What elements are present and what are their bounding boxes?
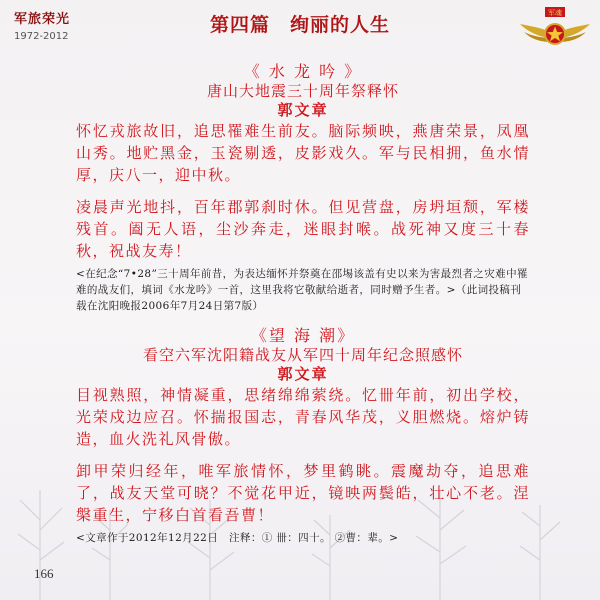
brand-title: 军旅荣光	[14, 12, 71, 27]
poem1-author: 郭文章	[277, 101, 329, 119]
poem1-paragraph-1: 怀忆戎旅故旧，追思罹难生前友。脑际频映，燕唐荣景，凤凰山秀。地贮黑金，玉瓷剔透，皮影戏久。军与民相拥，鱼水情厚，庆八一，迎中秋。	[76, 122, 530, 184]
army-emblem-icon	[518, 4, 592, 58]
poem2-note: <文章作于2012年12月22日 注释：① 卌：四十。 ②曹：辈。>	[76, 532, 399, 544]
emblem-banner-text: 军魂	[548, 9, 562, 17]
poem1-title: 《 水 龙 吟 》	[243, 62, 363, 81]
poem2-subtitle: 看空六军沈阳籍战友从军四十周年纪念照感怀	[142, 346, 463, 364]
page-title: 第四篇 绚丽的人生	[209, 14, 390, 36]
poem1-subtitle: 唐山大地震三十周年祭释怀	[206, 82, 399, 100]
poem1-note: <在纪念“7•28”三十周年前昔，为表达缅怀并祭奠在邵埸该盖有史以来为害最烈者之灾难中罹难的战友们，填词《水龙吟》一首，这里我将它敬献给逝者，同时赠予生者。>（此词投稿刊载在沈阳晚报2006年7月24日第7版）	[76, 268, 528, 312]
page-number: 166	[34, 566, 54, 581]
poem-content	[76, 62, 530, 546]
poem2-paragraph-1: 目视熟照，神情凝重，思绪绵绵萦绕。忆卌年前，初出学校，光荣戍边应召。怀揣报国志，青春风华茂，义胆燃烧。熔炉铸造，血火洗礼风骨傲。	[76, 386, 530, 448]
poem2-author: 郭文章	[277, 365, 329, 383]
poem2-paragraph-2: 卸甲荣归经年，唯军旅情怀，梦里鹤眺。震魔劫夺，追思难了，战友天堂可晓？不觉花甲近，镜映两鬓皓，壮心不老。涅槃重生，宁移白首看吾曹！	[76, 462, 530, 524]
poem1-paragraph-2: 凌晨声光地抖，百年郡郭刹时休。但见营盘，房坍垣颓，军楼残首。阖无人语，尘沙奔走，迷眼封喉。战死神又度三十春秋，祝战友寿！	[76, 198, 530, 260]
brand-years: 1972-2012	[14, 31, 69, 42]
poem2-title: 《望 海 潮》	[250, 326, 356, 345]
